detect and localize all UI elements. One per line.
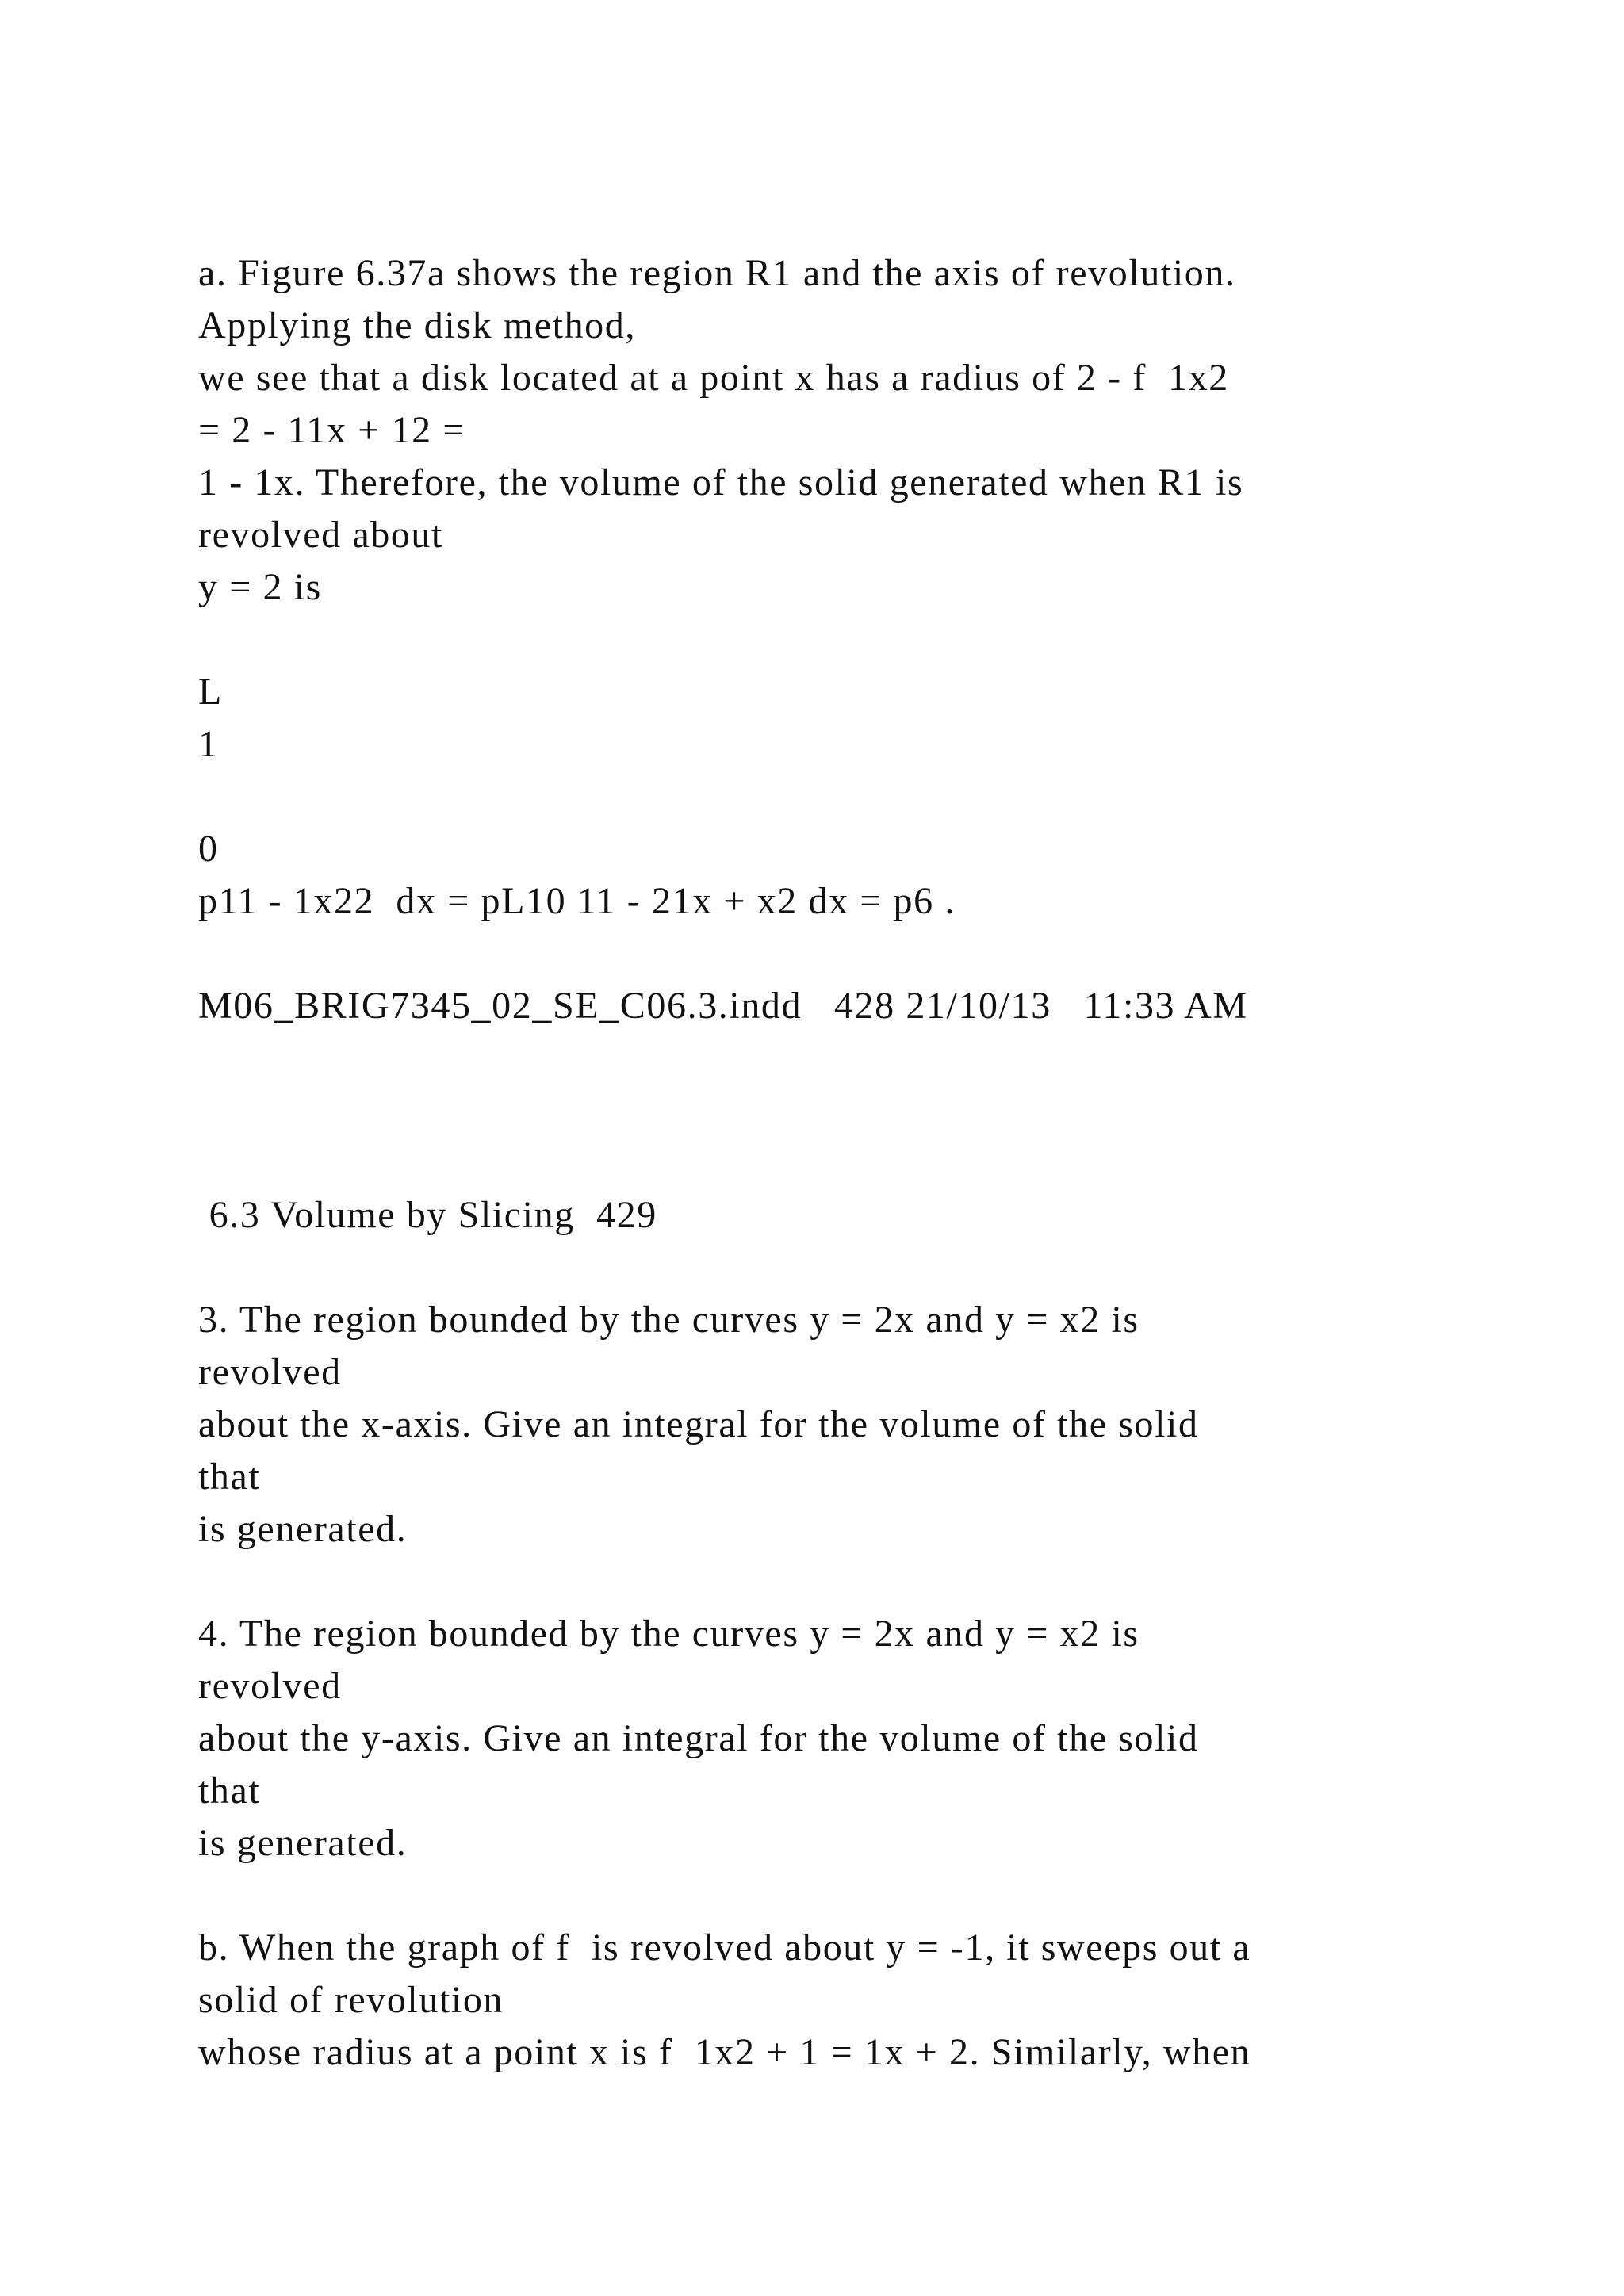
text-line: 1 - 1x. Therefore, the volume of the solid generated when R1 is bbox=[198, 461, 1244, 503]
text-line: 3. The region bounded by the curves y = 2x and y = x2 is bbox=[198, 1299, 1139, 1341]
text-line: that bbox=[198, 1770, 261, 1812]
page-header: 6.3 Volume by Slicing 429 bbox=[198, 1194, 657, 1236]
text-line: 1 bbox=[198, 723, 219, 765]
text-line: revolved bbox=[198, 1665, 342, 1707]
text-line: that bbox=[198, 1456, 261, 1498]
text-line: 4. The region bounded by the curves y = 2x and y = x2 is bbox=[198, 1613, 1139, 1655]
text-line: a. Figure 6.37a shows the region R1 and the axis of revolution. bbox=[198, 252, 1236, 294]
page-footer: M06_BRIG7345_02_SE_C06.3.indd 428 21/10/13 11:33 AM bbox=[198, 985, 1248, 1027]
text-line: about the y-axis. Give an integral for the volume of the solid bbox=[198, 1717, 1199, 1759]
text-line: y = 2 is bbox=[198, 566, 322, 608]
text-line: L bbox=[198, 671, 223, 713]
text-line: Applying the disk method, bbox=[198, 304, 636, 346]
text-line: = 2 - 11x + 12 = bbox=[198, 409, 466, 451]
text-line: revolved bbox=[198, 1351, 342, 1393]
text-line: is generated. bbox=[198, 1508, 408, 1550]
text-line: is generated. bbox=[198, 1822, 408, 1864]
text-line: revolved about bbox=[198, 514, 443, 556]
text-line: we see that a disk located at a point x has a radius of 2 - f 1x2 bbox=[198, 357, 1229, 399]
text-line: 0 bbox=[198, 828, 219, 870]
text-line: whose radius at a point x is f 1x2 + 1 = 1x + 2. Similarly, when bbox=[198, 2031, 1251, 2073]
text-line: about the x-axis. Give an integral for the volume of the solid bbox=[198, 1403, 1199, 1445]
text-line: b. When the graph of f is revolved about y = -1, it sweeps out a bbox=[198, 1927, 1251, 1969]
text-line: solid of revolution bbox=[198, 1979, 504, 2021]
text-line: p11 - 1x22 dx = pL10 11 - 21x + x2 dx = p6 . bbox=[198, 880, 956, 922]
